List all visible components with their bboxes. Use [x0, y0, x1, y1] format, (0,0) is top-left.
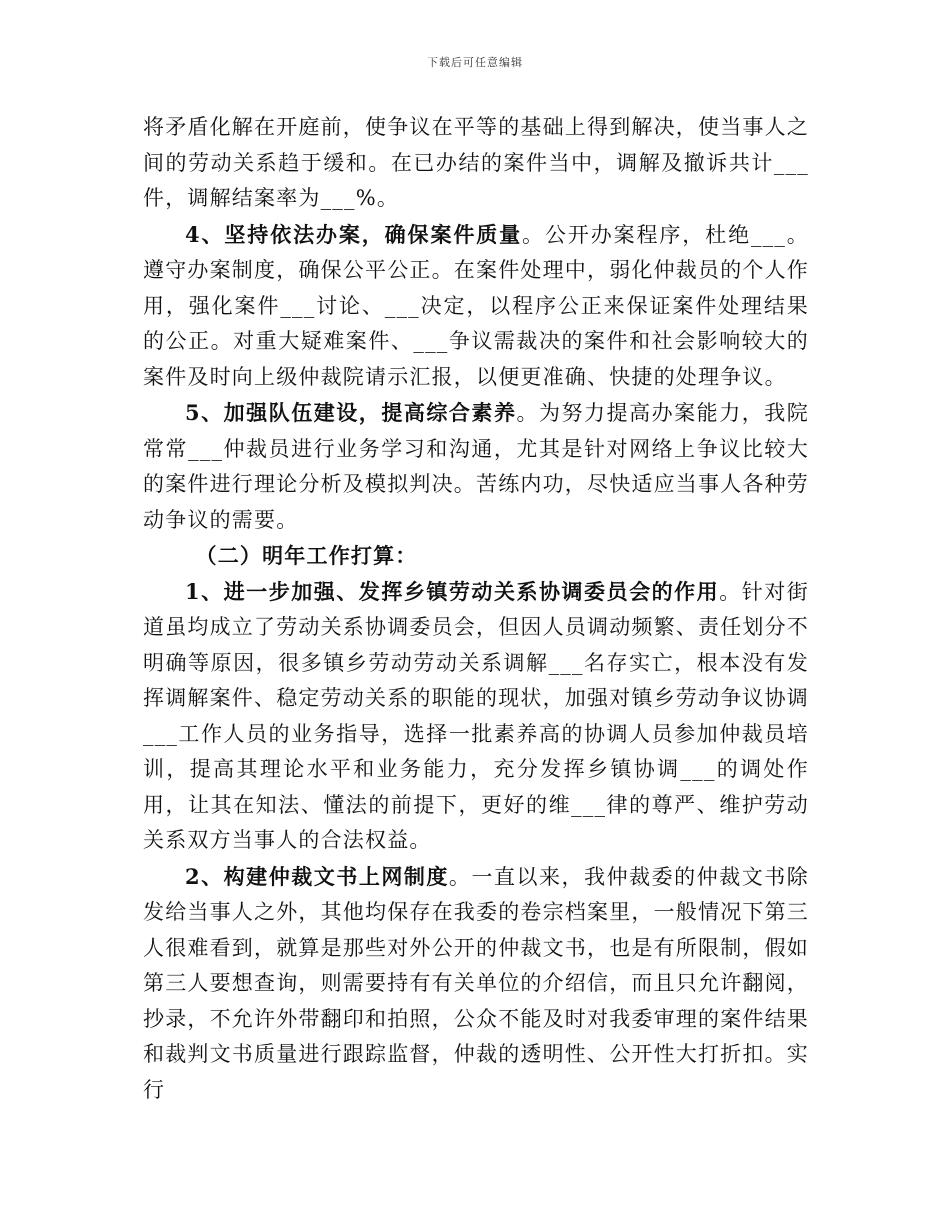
plan-2-title: 2、构建仲裁文书上网制度	[185, 863, 449, 889]
page-header: 下载后可任意编辑	[427, 56, 523, 69]
plan-1-text: 。针对街道虽均成立了劳动关系协调委员会，但因人员调动频繁、责任划分不明确等原因，很多镇乡劳动劳动关系调解___名存实亡，根本没有发挥调解案件、稳定劳动关系的职能的现状，加强对镇乡劳动争议协调___工作人员的业务指导，选择一批素养高的协调人员参加仲裁员培训，提高其理论水平和业务能力，充分发挥乡镇协调___的调处作用，让其在知法、懂法的前提下，更好的维___律的尊严、维护劳动关系双方当事人的合法权益。	[143, 579, 809, 852]
plan-2-text: 。一直以来，我仲裁委的仲裁文书除发给当事人之外，其他均保存在我委的卷宗档案里，一般情况下第三人很难看到，就算是那些对外公开的仲裁文书，也是有所限制，假如第三人要想查询，则需要持有有关单位的介绍信，而且只允许翻阅，抄录，不允许外带翻印和拍照，公众不能及时对我委审理的案件结果和裁判文书质量进行跟踪监督，仲裁的透明性、公开性大打折扣。实行	[143, 864, 809, 1102]
document-body	[143, 110, 809, 1108]
paragraph-item-5	[143, 395, 809, 538]
item-4-text: 。公开办案程序，杜绝___。遵守办案制度，确保公平公正。在案件处理中，弱化仲裁员的个人作用，强化案件___讨论、___决定，以程序公正来保证案件处理结果的公正。对重大疑难案件、___争议需裁决的案件和社会影响较大的案件及时向上级仲裁院请示汇报，以便更准确、快捷的处理争议。	[143, 222, 809, 389]
plan-1-title: 1、进一步加强、发挥乡镇劳动关系协调委员会的作用	[185, 578, 720, 604]
item-4-title: 4、坚持依法办案，确保案件质量	[185, 221, 523, 247]
paragraph-plan-1	[143, 574, 809, 859]
paragraph-plan-2	[143, 859, 809, 1109]
paragraph-text: 将矛盾化解在开庭前，使争议在平等的基础上得到解决，使当事人之间的劳动关系趋于缓和。在已办结的案件当中，调解及撤诉共计___件，调解结案率为___%。	[143, 115, 809, 210]
paragraph-continuation	[143, 110, 809, 217]
item-5-title: 5、加强队伍建设，提高综合素养	[185, 400, 517, 425]
section-heading: （二）明年工作打算：	[195, 543, 418, 568]
paragraph-item-4	[143, 217, 809, 396]
item-5-text: 。为努力提高办案能力，我院常常___仲裁员进行业务学习和沟通，尤其是针对网络上争议比较大的案件进行理论分析及模拟判决。苦练内功，尽快适应当事人各种劳动争议的需要。	[143, 401, 809, 532]
